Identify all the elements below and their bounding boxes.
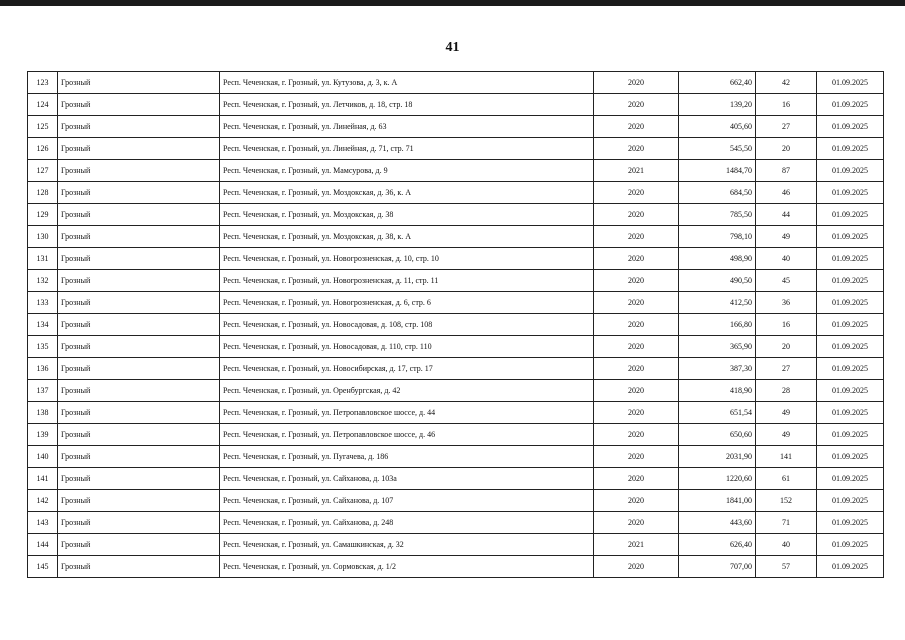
row-number-cell: 142 <box>28 490 58 512</box>
city-cell: Грозный <box>58 72 220 94</box>
table-row <box>28 226 884 248</box>
flats-cell: 71 <box>756 512 817 534</box>
year-cell: 2020 <box>594 446 679 468</box>
date-cell: 01.09.2025 <box>817 402 884 424</box>
flats-cell: 27 <box>756 358 817 380</box>
area-cell: 412,50 <box>679 292 756 314</box>
area-cell: 650,60 <box>679 424 756 446</box>
area-cell: 662,40 <box>679 72 756 94</box>
table-row <box>28 358 884 380</box>
city-cell: Грозный <box>58 160 220 182</box>
city-cell: Грозный <box>58 116 220 138</box>
date-cell: 01.09.2025 <box>817 116 884 138</box>
table-row <box>28 116 884 138</box>
year-cell: 2020 <box>594 358 679 380</box>
date-cell: 01.09.2025 <box>817 314 884 336</box>
row-number-cell: 123 <box>28 72 58 94</box>
area-cell: 1841,00 <box>679 490 756 512</box>
address-cell: Респ. Чеченская, г. Грозный, ул. Новогрозненская, д. 11, стр. 11 <box>220 270 594 292</box>
table-row <box>28 182 884 204</box>
flats-cell: 57 <box>756 556 817 578</box>
area-cell: 166,80 <box>679 314 756 336</box>
flats-cell: 46 <box>756 182 817 204</box>
address-cell: Респ. Чеченская, г. Грозный, ул. Моздокская, д. 38, к. А <box>220 226 594 248</box>
address-cell: Респ. Чеченская, г. Грозный, ул. Самашкинская, д. 32 <box>220 534 594 556</box>
flats-cell: 42 <box>756 72 817 94</box>
year-cell: 2020 <box>594 314 679 336</box>
flats-cell: 152 <box>756 490 817 512</box>
table-row <box>28 160 884 182</box>
row-number-cell: 143 <box>28 512 58 534</box>
address-cell: Респ. Чеченская, г. Грозный, ул. Моздокская, д. 36, к. А <box>220 182 594 204</box>
address-cell: Респ. Чеченская, г. Грозный, ул. Оренбургская, д. 42 <box>220 380 594 402</box>
row-number-cell: 131 <box>28 248 58 270</box>
row-number-cell: 126 <box>28 138 58 160</box>
area-cell: 798,10 <box>679 226 756 248</box>
table-row <box>28 512 884 534</box>
flats-cell: 49 <box>756 424 817 446</box>
city-cell: Грозный <box>58 402 220 424</box>
row-number-cell: 127 <box>28 160 58 182</box>
city-cell: Грозный <box>58 490 220 512</box>
flats-cell: 141 <box>756 446 817 468</box>
date-cell: 01.09.2025 <box>817 556 884 578</box>
area-cell: 707,00 <box>679 556 756 578</box>
address-cell: Респ. Чеченская, г. Грозный, ул. Пугачева, д. 186 <box>220 446 594 468</box>
area-cell: 498,90 <box>679 248 756 270</box>
row-number-cell: 132 <box>28 270 58 292</box>
address-cell: Респ. Чеченская, г. Грозный, ул. Сайханова, д. 103а <box>220 468 594 490</box>
address-cell: Респ. Чеченская, г. Грозный, ул. Новосибирская, д. 17, стр. 17 <box>220 358 594 380</box>
year-cell: 2020 <box>594 248 679 270</box>
flats-cell: 28 <box>756 380 817 402</box>
city-cell: Грозный <box>58 512 220 534</box>
city-cell: Грозный <box>58 468 220 490</box>
year-cell: 2020 <box>594 226 679 248</box>
address-cell: Респ. Чеченская, г. Грозный, ул. Мамсурова, д. 9 <box>220 160 594 182</box>
year-cell: 2020 <box>594 94 679 116</box>
address-cell: Респ. Чеченская, г. Грозный, ул. Петропавловское шоссе, д. 44 <box>220 402 594 424</box>
year-cell: 2020 <box>594 380 679 402</box>
flats-cell: 61 <box>756 468 817 490</box>
area-cell: 387,30 <box>679 358 756 380</box>
row-number-cell: 128 <box>28 182 58 204</box>
flats-cell: 20 <box>756 336 817 358</box>
flats-cell: 40 <box>756 248 817 270</box>
table-row <box>28 138 884 160</box>
city-cell: Грозный <box>58 204 220 226</box>
table-row <box>28 204 884 226</box>
city-cell: Грозный <box>58 336 220 358</box>
housing-register-table <box>27 71 884 578</box>
year-cell: 2020 <box>594 490 679 512</box>
date-cell: 01.09.2025 <box>817 534 884 556</box>
area-cell: 545,50 <box>679 138 756 160</box>
year-cell: 2020 <box>594 292 679 314</box>
city-cell: Грозный <box>58 248 220 270</box>
date-cell: 01.09.2025 <box>817 424 884 446</box>
year-cell: 2020 <box>594 402 679 424</box>
date-cell: 01.09.2025 <box>817 248 884 270</box>
address-cell: Респ. Чеченская, г. Грозный, ул. Сайханова, д. 248 <box>220 512 594 534</box>
table-row <box>28 490 884 512</box>
row-number-cell: 130 <box>28 226 58 248</box>
address-cell: Респ. Чеченская, г. Грозный, ул. Линейная, д. 71, стр. 71 <box>220 138 594 160</box>
row-number-cell: 140 <box>28 446 58 468</box>
address-cell: Респ. Чеченская, г. Грозный, ул. Новосадовая, д. 108, стр. 108 <box>220 314 594 336</box>
area-cell: 2031,90 <box>679 446 756 468</box>
date-cell: 01.09.2025 <box>817 380 884 402</box>
area-cell: 626,40 <box>679 534 756 556</box>
row-number-cell: 133 <box>28 292 58 314</box>
date-cell: 01.09.2025 <box>817 358 884 380</box>
city-cell: Грозный <box>58 314 220 336</box>
table-row <box>28 424 884 446</box>
area-cell: 365,90 <box>679 336 756 358</box>
row-number-cell: 137 <box>28 380 58 402</box>
area-cell: 785,50 <box>679 204 756 226</box>
address-cell: Респ. Чеченская, г. Грозный, ул. Сайханова, д. 107 <box>220 490 594 512</box>
city-cell: Грозный <box>58 270 220 292</box>
table-row <box>28 336 884 358</box>
row-number-cell: 129 <box>28 204 58 226</box>
area-cell: 443,60 <box>679 512 756 534</box>
row-number-cell: 135 <box>28 336 58 358</box>
city-cell: Грозный <box>58 446 220 468</box>
flats-cell: 20 <box>756 138 817 160</box>
city-cell: Грозный <box>58 292 220 314</box>
city-cell: Грозный <box>58 556 220 578</box>
year-cell: 2020 <box>594 468 679 490</box>
date-cell: 01.09.2025 <box>817 336 884 358</box>
area-cell: 651,54 <box>679 402 756 424</box>
table-row <box>28 380 884 402</box>
address-cell: Респ. Чеченская, г. Грозный, ул. Новогрозненская, д. 6, стр. 6 <box>220 292 594 314</box>
row-number-cell: 144 <box>28 534 58 556</box>
table-row <box>28 72 884 94</box>
year-cell: 2020 <box>594 512 679 534</box>
year-cell: 2020 <box>594 182 679 204</box>
year-cell: 2020 <box>594 336 679 358</box>
city-cell: Грозный <box>58 138 220 160</box>
flats-cell: 16 <box>756 94 817 116</box>
date-cell: 01.09.2025 <box>817 94 884 116</box>
year-cell: 2020 <box>594 556 679 578</box>
table-row <box>28 270 884 292</box>
row-number-cell: 125 <box>28 116 58 138</box>
address-cell: Респ. Чеченская, г. Грозный, ул. Моздокская, д. 38 <box>220 204 594 226</box>
table-row <box>28 94 884 116</box>
page-number: 41 <box>445 40 460 55</box>
row-number-cell: 136 <box>28 358 58 380</box>
row-number-cell: 134 <box>28 314 58 336</box>
flats-cell: 49 <box>756 402 817 424</box>
area-cell: 1484,70 <box>679 160 756 182</box>
address-cell: Респ. Чеченская, г. Грозный, ул. Новосадовая, д. 110, стр. 110 <box>220 336 594 358</box>
date-cell: 01.09.2025 <box>817 204 884 226</box>
address-cell: Респ. Чеченская, г. Грозный, ул. Летчиков, д. 18, стр. 18 <box>220 94 594 116</box>
flats-cell: 16 <box>756 314 817 336</box>
table-body <box>28 72 884 578</box>
row-number-cell: 141 <box>28 468 58 490</box>
date-cell: 01.09.2025 <box>817 138 884 160</box>
flats-cell: 44 <box>756 204 817 226</box>
table-row <box>28 292 884 314</box>
area-cell: 418,90 <box>679 380 756 402</box>
table-row <box>28 556 884 578</box>
page-top-border <box>0 0 905 6</box>
city-cell: Грозный <box>58 182 220 204</box>
date-cell: 01.09.2025 <box>817 490 884 512</box>
city-cell: Грозный <box>58 380 220 402</box>
date-cell: 01.09.2025 <box>817 182 884 204</box>
area-cell: 405,60 <box>679 116 756 138</box>
date-cell: 01.09.2025 <box>817 468 884 490</box>
date-cell: 01.09.2025 <box>817 270 884 292</box>
year-cell: 2021 <box>594 160 679 182</box>
area-cell: 1220,60 <box>679 468 756 490</box>
address-cell: Респ. Чеченская, г. Грозный, ул. Линейная, д. 63 <box>220 116 594 138</box>
date-cell: 01.09.2025 <box>817 446 884 468</box>
address-cell: Респ. Чеченская, г. Грозный, ул. Новогрозненская, д. 10, стр. 10 <box>220 248 594 270</box>
year-cell: 2020 <box>594 204 679 226</box>
year-cell: 2021 <box>594 534 679 556</box>
date-cell: 01.09.2025 <box>817 160 884 182</box>
table-row <box>28 468 884 490</box>
year-cell: 2020 <box>594 72 679 94</box>
flats-cell: 87 <box>756 160 817 182</box>
table-row <box>28 446 884 468</box>
row-number-cell: 139 <box>28 424 58 446</box>
row-number-cell: 138 <box>28 402 58 424</box>
date-cell: 01.09.2025 <box>817 72 884 94</box>
date-cell: 01.09.2025 <box>817 512 884 534</box>
address-cell: Респ. Чеченская, г. Грозный, ул. Петропавловское шоссе, д. 46 <box>220 424 594 446</box>
city-cell: Грозный <box>58 534 220 556</box>
date-cell: 01.09.2025 <box>817 292 884 314</box>
date-cell: 01.09.2025 <box>817 226 884 248</box>
row-number-cell: 124 <box>28 94 58 116</box>
year-cell: 2020 <box>594 424 679 446</box>
flats-cell: 40 <box>756 534 817 556</box>
table-row <box>28 314 884 336</box>
area-cell: 139,20 <box>679 94 756 116</box>
table-row <box>28 248 884 270</box>
flats-cell: 49 <box>756 226 817 248</box>
table-row <box>28 534 884 556</box>
year-cell: 2020 <box>594 116 679 138</box>
address-cell: Респ. Чеченская, г. Грозный, ул. Кутузова, д. 3, к. А <box>220 72 594 94</box>
flats-cell: 45 <box>756 270 817 292</box>
city-cell: Грозный <box>58 358 220 380</box>
year-cell: 2020 <box>594 138 679 160</box>
city-cell: Грозный <box>58 424 220 446</box>
city-cell: Грозный <box>58 94 220 116</box>
area-cell: 490,50 <box>679 270 756 292</box>
year-cell: 2020 <box>594 270 679 292</box>
city-cell: Грозный <box>58 226 220 248</box>
area-cell: 684,50 <box>679 182 756 204</box>
flats-cell: 27 <box>756 116 817 138</box>
table-row <box>28 402 884 424</box>
address-cell: Респ. Чеченская, г. Грозный, ул. Сормовская, д. 1/2 <box>220 556 594 578</box>
row-number-cell: 145 <box>28 556 58 578</box>
flats-cell: 36 <box>756 292 817 314</box>
